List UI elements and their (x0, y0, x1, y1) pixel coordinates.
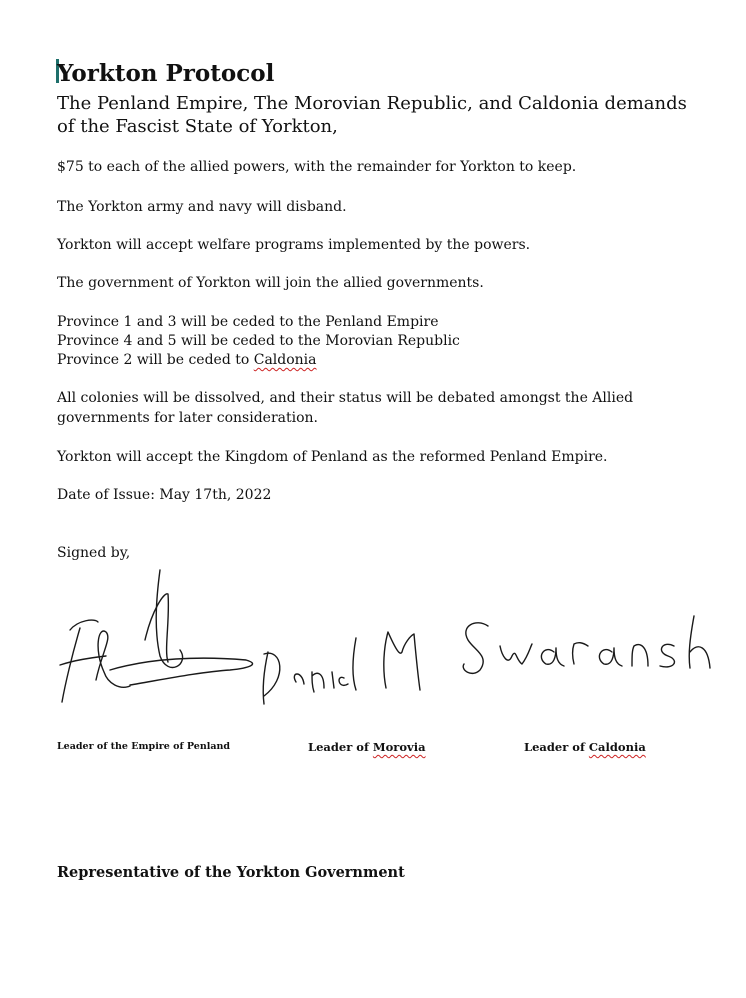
document-subtitle[interactable]: The Penland Empire, The Morovian Republic, and Caldonia demands of the Fascist State of Yorkton, (57, 93, 687, 137)
signature-label-caldonia[interactable] (524, 740, 646, 754)
morovia-misspelled-word: Morovia (372, 740, 426, 754)
term-government[interactable]: The government of Yorkton will join the allied governments. (57, 275, 484, 291)
term-welfare[interactable]: Yorkton will accept welfare programs implemented by the powers. (57, 237, 531, 253)
signature-label-penland[interactable]: Leader of the Empire of Penland (57, 741, 231, 752)
term-colonies[interactable]: All colonies will be dissolved, and their status will be debated amongst the Allied governments for later consideration. (57, 390, 634, 426)
term-province-4-5[interactable]: Province 4 and 5 will be ceded to the Morovian Republic (57, 333, 460, 349)
caldonia-label-prefix: Leader of (524, 740, 589, 754)
signature-caldonia (463, 616, 710, 673)
term-payment[interactable]: $75 to each of the allied powers, with the remainder for Yorkton to keep. (57, 159, 577, 175)
term-army[interactable]: The Yorkton army and navy will disband. (57, 199, 347, 215)
term-province-2[interactable] (57, 351, 697, 371)
signature-label-morovia[interactable] (308, 740, 426, 754)
morovia-label-prefix: Leader of (308, 740, 373, 754)
caldonia-label-misspelled-word: Caldonia (588, 740, 646, 754)
term-province-1-3[interactable]: Province 1 and 3 will be ceded to the Penland Empire (57, 314, 439, 330)
signature-penland (60, 570, 253, 702)
signature-morovia (263, 632, 420, 704)
representative-label[interactable]: Representative of the Yorkton Government (57, 864, 405, 881)
document-title[interactable]: Yorkton Protocol (57, 60, 275, 87)
signed-by[interactable]: Signed by, (57, 545, 131, 561)
handwritten-signatures (50, 560, 730, 720)
term-kingdom[interactable]: Yorkton will accept the Kingdom of Penland as the reformed Penland Empire. (57, 449, 608, 465)
caldonia-misspelled-word: Caldonia (253, 352, 317, 368)
date-of-issue[interactable]: Date of Issue: May 17th, 2022 (57, 487, 272, 503)
term-province-2-prefix: Province 2 will be ceded to (57, 352, 254, 368)
